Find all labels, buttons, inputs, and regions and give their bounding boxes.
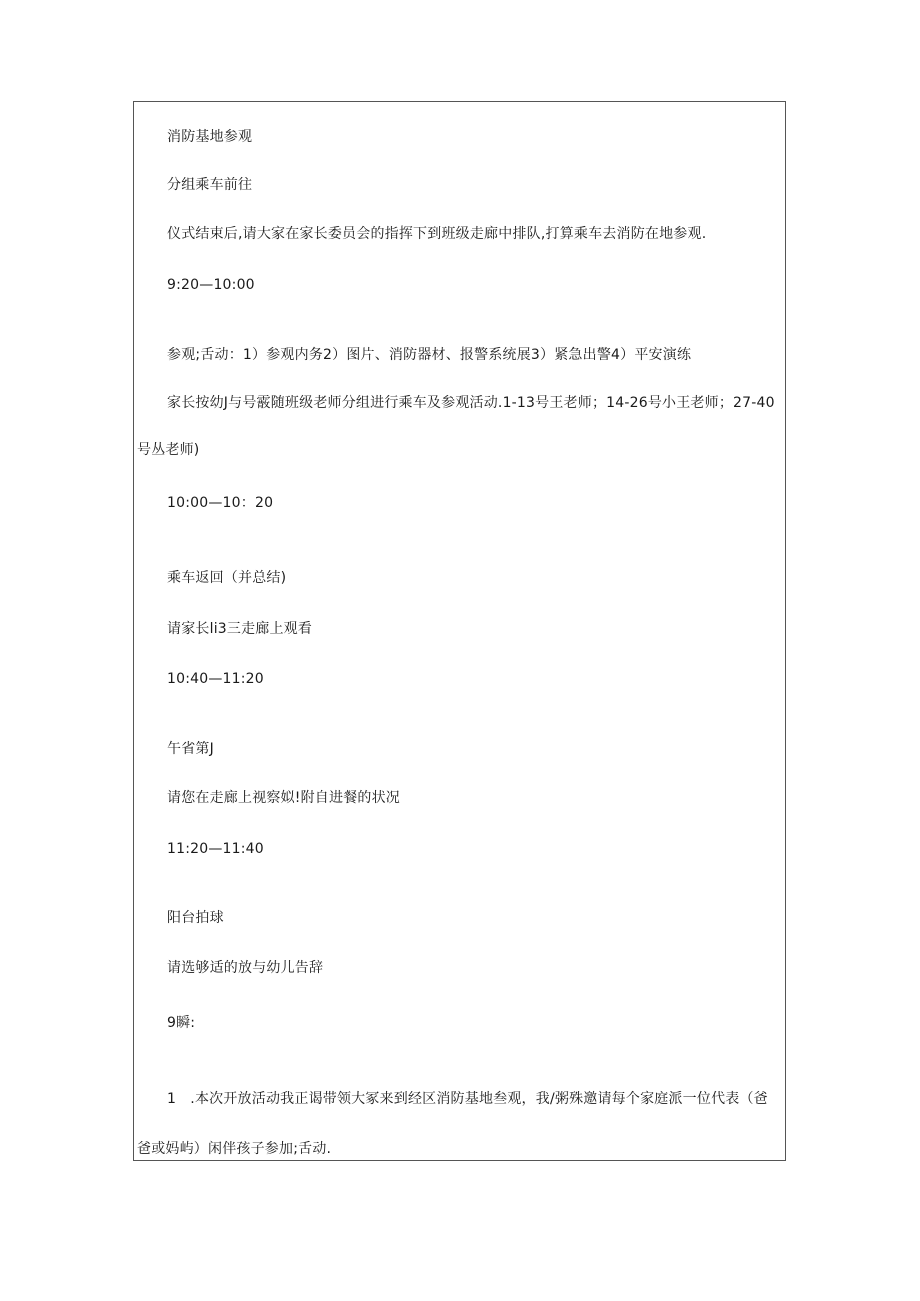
note-item: 1 .本次开放活动我正谒带领大冢来到经区消防基地叁观，我/粥殊邀请每个家庭派一位代表（爸: [167, 1091, 768, 1107]
time-slot: 9:20—10:00: [167, 277, 255, 293]
subheading: 乘车返回（并总结): [167, 570, 287, 586]
paragraph: 请您在走廊上视察姒!附自进餐的状况: [167, 790, 401, 806]
time-slot: 10:40—11:20: [167, 671, 264, 687]
paragraph: 请家长li3三走廊上观看: [167, 621, 313, 637]
time-slot: 11:20—11:40: [167, 841, 264, 857]
section-heading: 消防基地参观: [167, 129, 253, 145]
paragraph: 仪式结束后,请大家在家长委员会的指挥下到班级走廊中排队,打算乘车去消防在地参观.: [167, 226, 707, 242]
subheading: 午省第J: [167, 741, 214, 757]
paragraph: 参观;舌动：1）参观内务2）图片、消防器材、报警系统展3）紧急出警4）平安演练: [167, 347, 692, 363]
subheading: 阳台拍球: [167, 910, 224, 926]
notes-heading: 9瞬:: [167, 1015, 196, 1031]
note-item-continuation: 爸或妈屿）闲伴孩子参加;舌动.: [137, 1141, 332, 1157]
paragraph: 家长按幼J与号霰随班级老师分组进行乘车及参观活动.1-13号王老师；14-26号小王老师；27-40: [167, 395, 775, 411]
paragraph: 请选够适的放与幼儿告辞: [167, 960, 324, 976]
subheading: 分组乘车前往: [167, 177, 253, 193]
time-slot: 10:00—10：20: [167, 495, 274, 511]
paragraph-continuation: 号丛老师): [137, 442, 200, 458]
